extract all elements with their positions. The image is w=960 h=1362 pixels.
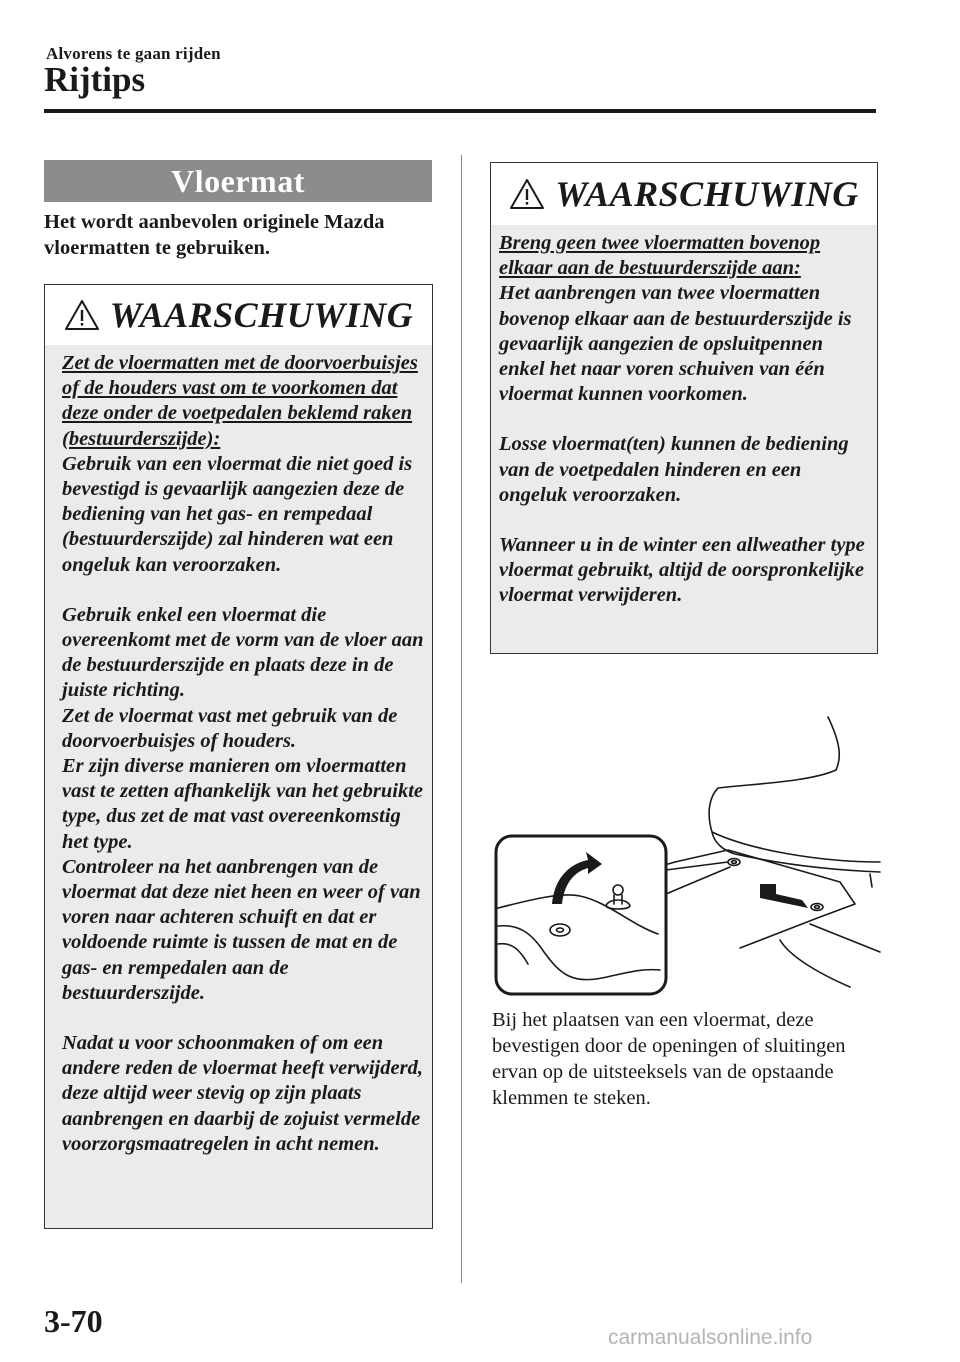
warning-heading: Breng geen twee vloermatten bovenop elkaar aan de bestuurderszijde aan: bbox=[499, 232, 821, 280]
warning-paragraph: Nadat u voor schoonmaken of om een andere reden de vloermat heeft verwijderd, deze altijd weer stevig op zijn plaats aanbrengen en daarbij de zojuist vermelde voorzorgsmaatregelen in acht nemen. bbox=[62, 1032, 423, 1155]
warning-header bbox=[45, 285, 432, 346]
page-title: Rijtips bbox=[44, 60, 146, 99]
breadcrumb: Alvorens te gaan rijden bbox=[46, 44, 221, 63]
warning-title: WAARSCHUWING bbox=[109, 295, 414, 335]
warning-paragraph: Gebruik enkel een vloermat die overeenkomt met de vorm van de vloer aan de bestuurderszijde en plaats deze in de juiste richting. bbox=[62, 603, 424, 702]
section-header: Vloermat bbox=[44, 160, 432, 202]
warning-title: WAARSCHUWING bbox=[555, 174, 859, 214]
warning-body bbox=[491, 225, 877, 653]
warning-box-right bbox=[490, 162, 878, 654]
warning-paragraph: Losse vloermat(ten) kunnen de bediening van de voetpedalen hinderen en een ongeluk veroorzaken. bbox=[499, 433, 849, 506]
warning-paragraph: Het aanbrengen van twee vloermatten bovenop elkaar aan de bestuurderszijde is gevaarlijk aangezien de opsluitpennen enkel het naar voren schuiven van één vloermat kunnen voorkomen. bbox=[499, 282, 852, 406]
warning-body bbox=[45, 345, 432, 1228]
warning-box-left bbox=[44, 284, 433, 1229]
warning-paragraph: Controleer na het aanbrengen van de vloermat dat deze niet heen en weer of van voren naar achteren schuift en dat er voldoende ruimte is tussen de mat en de gas- en rempedalen aan de bestuurderszijde. bbox=[62, 855, 421, 1004]
warning-heading: Zet de vloermatten met de doorvoerbuisjes of de houders vast om te voorkomen dat deze onder de voetpedalen beklemd raken (bestuurderszijde): bbox=[62, 352, 418, 450]
header-rule bbox=[44, 109, 876, 113]
warning-paragraph: Zet de vloermat vast met gebruik van de doorvoerbuisjes of houders. bbox=[62, 704, 398, 752]
warning-triangle-icon bbox=[509, 178, 545, 210]
page-number: 3-70 bbox=[44, 1303, 103, 1339]
watermark: carmanualsonline.info bbox=[608, 1326, 813, 1349]
warning-paragraph: Wanneer u in de winter een allweather type vloermat gebruikt, altijd de oorspronkelijke vloermat verwijderen. bbox=[499, 534, 865, 607]
warning-paragraph: Gebruik van een vloermat die niet goed is bevestigd is gevaarlijk aangezien deze de bediening van het gas- en rempedaal (bestuurderszijde) zal hinderen wat een ongeluk kan veroorzaken. bbox=[62, 452, 413, 576]
warning-paragraph: Er zijn diverse manieren om vloermatten vast te zetten afhankelijk van het gebruikte type, dus zet de mat vast overeenkomstig het type. bbox=[62, 755, 424, 853]
column-divider bbox=[461, 155, 462, 1283]
figure-caption: Bij het plaatsen van een vloermat, deze bevestigen door de openingen of sluitingen ervan op de uitsteeksels van de opstaande klemmen te steken. bbox=[492, 1009, 846, 1109]
warning-triangle-icon bbox=[64, 299, 100, 331]
floor-mat-illustration bbox=[490, 712, 885, 997]
warning-header bbox=[491, 163, 877, 226]
intro-text: Het wordt aanbevolen originele Mazda vloermatten te gebruiken. bbox=[44, 211, 385, 259]
